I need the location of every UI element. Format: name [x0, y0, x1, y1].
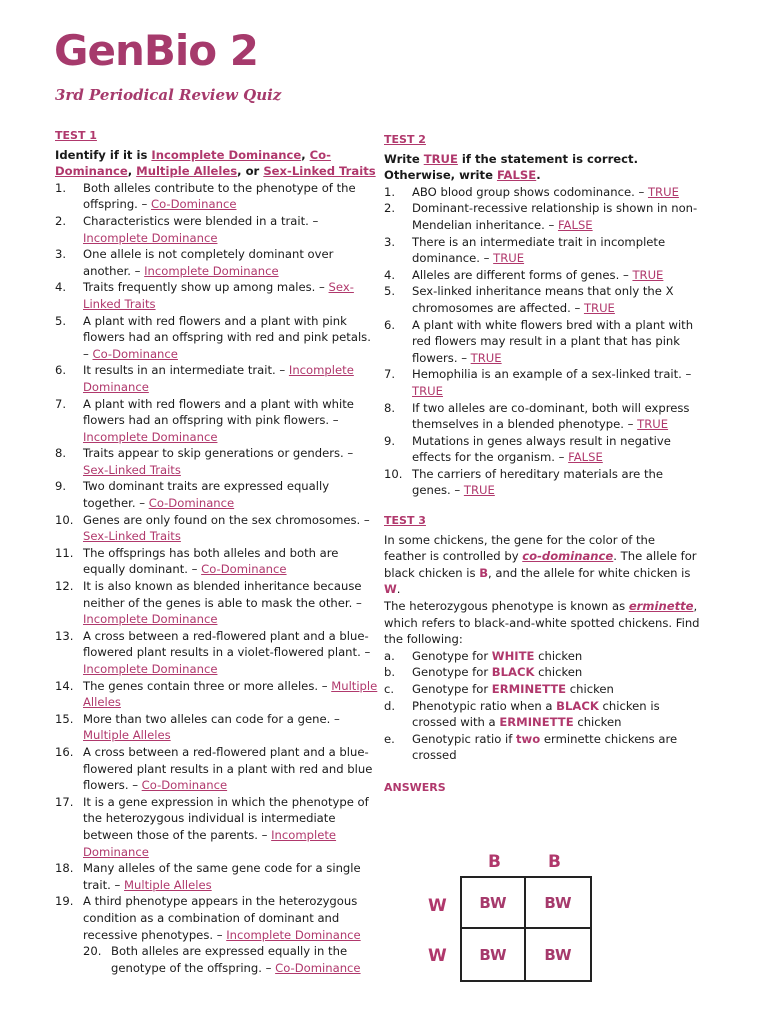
test3-paragraph-2	[384, 598, 700, 648]
question-text: chicken	[534, 648, 583, 663]
question-answer: Incomplete Dominance	[83, 612, 218, 627]
question-item	[384, 648, 700, 665]
question-answer: TRUE	[632, 267, 664, 282]
question-item	[55, 213, 380, 246]
question-answer: FALSE	[557, 217, 593, 232]
question-text: Hemophilia is an example of a sex-linked trait. –	[412, 367, 692, 382]
question-item	[384, 664, 700, 681]
question-text: A cross between a red-flowered plant and a blue-flowered plant results in a plant with red and blue flowers. –	[83, 744, 373, 793]
punnett-cell: BW	[462, 929, 526, 980]
test1-question-list	[55, 180, 380, 977]
question-number: 18.	[55, 861, 74, 876]
para-text: , and the allele for white chicken is	[488, 565, 691, 580]
question-item	[384, 433, 700, 466]
question-text: Both alleles contribute to the phenotype of the offspring. –	[83, 180, 356, 212]
question-text: It results in an intermediate trait. –	[83, 363, 289, 378]
test1-section	[55, 128, 380, 976]
question-item	[55, 362, 380, 395]
question-item	[55, 512, 380, 545]
question-item	[384, 317, 700, 367]
question-text: chicken	[566, 682, 614, 696]
question-number: 9.	[384, 433, 396, 448]
question-item	[384, 200, 700, 233]
question-number: 9.	[55, 479, 67, 494]
question-answer: Incomplete Dominance	[83, 429, 218, 444]
question-item	[55, 246, 380, 279]
test1-heading: TEST 1	[55, 129, 97, 142]
question-answer: Multiple Alleles	[83, 728, 171, 743]
instr-option: Co-Dominance	[55, 147, 331, 179]
question-answer: Co-Dominance	[92, 346, 178, 361]
question-text: erminette chickens are crossed	[412, 731, 678, 763]
question-item	[55, 893, 380, 943]
question-text: Two dominant traits are expressed equally together. –	[83, 479, 330, 511]
para-text: In some chickens, the gene for the color of the feather is controlled by	[384, 532, 656, 564]
question-text: Sex-linked inheritance means that only the X chromosomes are affected. –	[412, 284, 674, 315]
question-answer: Co-Dominance	[148, 496, 235, 511]
question-text: A plant with white flowers bred with a plant with red flowers may result in a plant that has pink flowers. –	[412, 317, 694, 365]
question-answer: Sex-Linked Traits	[83, 462, 181, 477]
test3-heading: TEST 3	[384, 514, 426, 528]
instr-text: .	[536, 168, 541, 183]
question-text: chicken	[573, 715, 622, 730]
question-text: Genotype for	[412, 665, 492, 680]
test2-question-list	[384, 184, 700, 499]
para-text: .	[396, 582, 401, 597]
instr-option: Incomplete Dominance	[151, 147, 302, 162]
question-text: Genotype for	[412, 648, 492, 663]
question-number: 3.	[384, 234, 396, 249]
question-item	[55, 711, 380, 744]
question-number: 2.	[384, 201, 396, 216]
question-item	[55, 794, 380, 860]
question-answer: TRUE	[470, 350, 502, 365]
question-item	[384, 400, 700, 433]
question-text: One allele is not completely dominant over another. –	[83, 247, 334, 278]
punnett-grid	[460, 876, 592, 982]
punnett-square	[420, 848, 600, 988]
question-text: Genotype for	[412, 682, 492, 696]
question-answer: Incomplete Dominance	[83, 363, 354, 394]
punnett-side-allele: W	[428, 946, 447, 966]
question-answer: TRUE	[412, 383, 443, 398]
para-text: The heterozygous phenotype is known as	[384, 599, 629, 614]
question-key-term: ERMINETTE	[499, 715, 574, 730]
question-key-term: two	[516, 731, 541, 746]
question-number: 10.	[384, 466, 403, 481]
test2-heading: TEST 2	[384, 133, 426, 146]
question-text: More than two alleles can code for a gene. –	[83, 711, 340, 726]
question-text: ABO blood group shows codominance. –	[412, 184, 648, 199]
question-number: 4.	[384, 267, 396, 282]
question-text: The genes contain three or more alleles. –	[83, 678, 332, 693]
question-item	[55, 578, 380, 628]
question-text: Traits appear to skip generations or genders. –	[83, 446, 354, 461]
question-letter: c.	[384, 682, 395, 696]
question-item	[55, 180, 380, 213]
question-text: There is an intermediate trait in incomplete dominance. –	[412, 234, 666, 266]
question-number: 8.	[384, 400, 396, 415]
question-number: 4.	[55, 280, 67, 295]
question-answer: FALSE	[568, 450, 603, 465]
question-item	[55, 396, 380, 446]
question-text: Traits frequently show up among males. –	[83, 280, 329, 295]
question-letter: a.	[384, 648, 395, 663]
question-number: 17.	[55, 794, 74, 809]
question-text: Dominant-recessive relationship is shown in non-Mendelian inheritance. –	[412, 201, 698, 232]
question-answer: TRUE	[463, 483, 495, 498]
question-answer: Incomplete Dominance	[83, 230, 218, 245]
question-item	[55, 678, 380, 711]
question-number: 13.	[55, 628, 74, 643]
question-answer: Incomplete Dominance	[83, 827, 337, 859]
question-answer: Sex-Linked Traits	[83, 529, 181, 544]
question-number: 10.	[55, 512, 74, 527]
test3-question-list	[384, 648, 700, 764]
question-text: A plant with red flowers and a plant with pink flowers had an offspring with red and pink petals. –	[83, 313, 371, 361]
question-number: 8.	[55, 446, 67, 461]
question-item	[55, 628, 380, 678]
question-text: Alleles are different forms of genes. –	[412, 267, 633, 282]
question-item	[55, 445, 380, 478]
question-item	[55, 279, 380, 312]
question-text: Both alleles are expressed equally in the genotype of the offspring. –	[111, 944, 348, 975]
question-text: Genotypic ratio if	[412, 731, 517, 746]
para-key-term: erminette	[628, 599, 694, 614]
question-item	[384, 466, 700, 499]
question-answer: TRUE	[637, 417, 669, 432]
question-item	[384, 681, 700, 698]
question-number: 5.	[384, 284, 396, 299]
question-text: chicken is crossed with a	[412, 698, 660, 730]
question-text: Many alleles of the same gene code for a single trait. –	[83, 861, 361, 892]
question-item	[55, 313, 380, 363]
question-key-term: ERMINETTE	[491, 682, 567, 696]
question-number: 14.	[55, 678, 74, 693]
answers-heading: ANSWERS	[384, 780, 446, 794]
question-answer: Incomplete Dominance	[144, 263, 279, 278]
question-item	[384, 731, 700, 764]
question-number: 16.	[55, 744, 74, 759]
question-text: A third phenotype appears in the heterozygous condition as a combination of dominant and recessive phenotypes. –	[83, 894, 358, 942]
question-number: 1.	[55, 180, 67, 195]
page-subtitle: 3rd Periodical Review Quiz	[55, 86, 282, 104]
page-title: GenBio 2	[54, 26, 258, 75]
allele-w: W	[384, 582, 397, 597]
instr-true: TRUE	[423, 151, 458, 166]
question-answer: Co-Dominance	[141, 778, 228, 793]
para-text: . The allele for black chicken is	[384, 549, 697, 580]
test3-paragraph-1	[384, 532, 700, 598]
question-item	[384, 184, 700, 201]
question-letter: e.	[384, 731, 395, 746]
para-key-term: co-dominance	[522, 549, 614, 564]
question-text: Characteristics were blended in a trait. –	[83, 213, 319, 228]
question-text: The carriers of hereditary materials are the genes. –	[412, 466, 664, 498]
question-text: Mutations in genes always result in negative effects for the organism. –	[412, 433, 671, 465]
allele-b: B	[479, 565, 489, 580]
question-answer: TRUE	[583, 300, 615, 315]
punnett-side-allele: W	[428, 896, 447, 916]
test1-instruction	[55, 147, 380, 180]
question-text: chicken	[534, 665, 583, 680]
question-text: It is a gene expression in which the phenotype of the heterozygous individual is intermediate between those of the parents. –	[83, 794, 369, 842]
question-answer: TRUE	[493, 251, 525, 266]
instr-option: Sex-Linked Traits	[263, 164, 376, 179]
instr-sep: ,	[301, 147, 310, 162]
question-item	[55, 860, 380, 893]
question-answer: Sex-Linked Traits	[83, 280, 354, 311]
question-text: Genes are only found on the sex chromosomes. –	[83, 512, 370, 527]
question-text: The offsprings has both alleles and both are equally dominant. –	[83, 545, 339, 577]
question-number: 6.	[384, 317, 396, 332]
question-item	[384, 366, 700, 399]
question-number: 11.	[55, 545, 74, 560]
punnett-top-allele: B	[548, 852, 561, 872]
instr-sep: ,	[127, 164, 137, 179]
test2-instruction	[384, 151, 700, 184]
question-item	[55, 478, 380, 511]
question-key-term: WHITE	[491, 648, 535, 663]
question-number: 5.	[55, 313, 67, 328]
question-answer: Co-Dominance	[151, 197, 237, 212]
punnett-cell: BW	[462, 878, 526, 929]
question-answer: Incomplete Dominance	[226, 927, 361, 942]
question-item	[384, 283, 700, 316]
question-number: 2.	[55, 213, 67, 228]
question-number: 6.	[55, 363, 67, 378]
instr-text: Write	[384, 151, 424, 166]
question-number: 12.	[55, 579, 74, 594]
question-text: It is also known as blended inheritance because neither of the genes is able to mask the other. –	[83, 579, 362, 610]
question-key-term: BLACK	[491, 665, 535, 680]
punnett-top-allele: B	[488, 852, 501, 872]
punnett-cell: BW	[526, 878, 590, 929]
right-column	[384, 132, 700, 797]
instr-text: if the statement is correct. Otherwise, write	[384, 151, 638, 183]
question-number: 1.	[384, 184, 396, 199]
question-item	[384, 267, 700, 284]
question-key-term: BLACK	[556, 698, 599, 713]
question-answer: Multiple Alleles	[124, 877, 212, 892]
question-text: If two alleles are co-dominant, both will express themselves in a blended phenotype. –	[412, 400, 690, 432]
question-number: 7.	[384, 367, 396, 382]
question-answer: Multiple Alleles	[83, 678, 378, 710]
question-number: 15.	[55, 711, 74, 726]
instr-text: Identify if it is	[55, 147, 152, 162]
instr-option: Multiple Alleles	[136, 164, 238, 179]
question-text: A plant with red flowers and a plant with white flowers had an offspring with pink flowers. –	[83, 396, 354, 428]
para-text: , which refers to black-and-white spotted chickens. Find the following:	[384, 599, 700, 647]
question-answer: Incomplete Dominance	[83, 662, 218, 676]
question-item	[384, 698, 700, 731]
punnett-cell: BW	[544, 945, 572, 964]
question-text: A cross between a red-flowered plant and a blue-flowered plant results in a violet-flowered plant. –	[83, 628, 371, 660]
question-item	[55, 744, 380, 794]
question-number: 7.	[55, 396, 67, 411]
question-text: Phenotypic ratio when a	[412, 698, 557, 713]
question-item	[384, 234, 700, 267]
question-number: 3.	[55, 247, 67, 262]
question-answer: Co-Dominance	[201, 562, 287, 577]
question-item	[55, 943, 380, 976]
question-number: 19.	[55, 894, 74, 909]
question-answer: Co-Dominance	[275, 960, 361, 975]
question-letter: b.	[384, 665, 396, 680]
instr-false: FALSE	[496, 168, 537, 183]
question-number: 20.	[83, 944, 102, 959]
question-item	[55, 545, 380, 578]
question-letter: d.	[384, 698, 396, 713]
question-answer: TRUE	[647, 184, 679, 199]
instr-sep: , or	[237, 164, 264, 179]
